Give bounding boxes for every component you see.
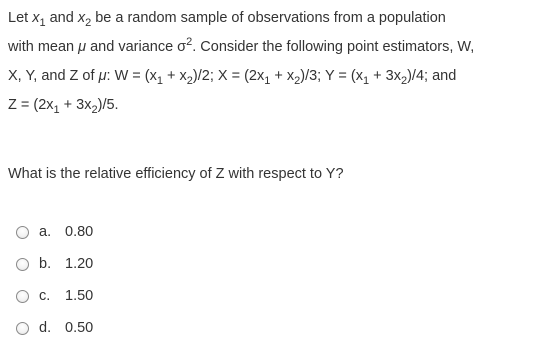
question-line-4 [8,91,532,120]
subscript: 2 [186,75,193,87]
radio-button-icon[interactable] [16,226,29,239]
option-letter: c. [39,288,51,304]
option-value: 1.20 [65,256,94,272]
symbol-mu: μ [78,39,87,55]
text-segment: Let [8,10,33,26]
text-segment: and variance [86,39,178,55]
question-prompt: What is the relative efficiency of Z with respect to Y? [8,166,344,182]
answer-option-d[interactable] [16,312,93,344]
question-line-2 [8,33,532,62]
superscript: 2 [186,36,193,48]
variable-x: x [32,10,40,26]
text-segment: )/3; Y = (x [300,68,363,84]
radio-button-icon[interactable] [16,322,29,335]
text-segment: )/5. [97,97,119,113]
subscript: 2 [85,17,92,29]
text-segment: with mean [8,39,79,55]
subscript: 1 [39,17,46,29]
variable-x: x [77,10,86,26]
text-segment: + 3x [59,97,92,113]
text-segment: + 3x [369,68,401,84]
text-segment: X, Y, and Z of [8,68,99,84]
symbol-sigma: σ [177,39,187,55]
answer-option-b[interactable] [16,248,93,280]
text-segment: : W = (x [106,68,157,84]
subscript: 2 [294,75,301,87]
subscript: 1 [53,104,60,116]
question-line-3 [8,62,532,91]
text-segment: + x [163,68,187,84]
question-text [8,4,532,120]
option-value: 1.50 [65,288,94,304]
answer-options [16,216,93,344]
text-segment: . Consider the following point estimators, W, [192,39,475,55]
subscript: 2 [400,75,408,87]
text-segment: )/4; and [407,68,457,84]
option-value: 0.50 [65,320,94,336]
subscript: 2 [91,104,98,116]
text-segment: be a random sample of observations from a population [91,10,446,26]
text-segment: Z = (2x [8,97,54,113]
text-segment: )/2; X = (2x [192,68,265,84]
option-letter: a. [39,224,52,240]
answer-option-a[interactable] [16,216,93,248]
radio-button-icon[interactable] [16,290,29,303]
option-letter: b. [39,256,52,272]
option-value: 0.80 [65,224,94,240]
text-segment: + x [270,68,295,84]
radio-button-icon[interactable] [16,258,29,271]
option-letter: d. [39,320,52,336]
subscript: 1 [264,75,271,87]
subscript: 1 [363,75,370,87]
text-segment: and [45,10,78,26]
answer-option-c[interactable] [16,280,93,312]
subscript: 1 [156,75,163,87]
question-line-1 [8,4,532,33]
symbol-mu: μ [98,68,107,84]
